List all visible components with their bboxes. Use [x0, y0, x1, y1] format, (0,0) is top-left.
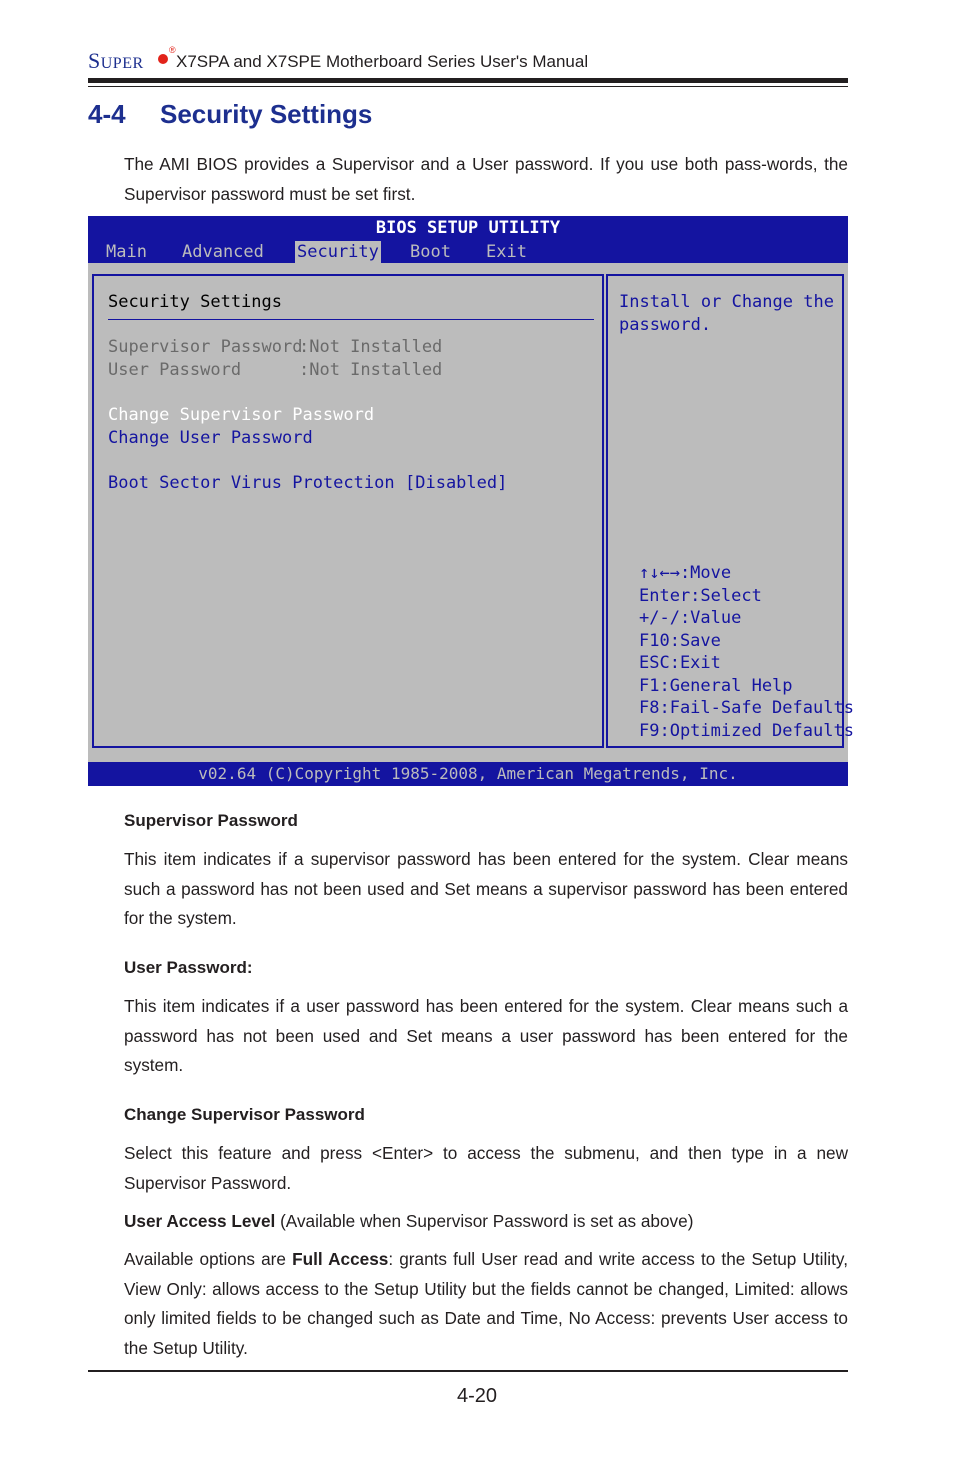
- bios-help-line-2: password.: [619, 315, 712, 335]
- section-title: [88, 99, 372, 130]
- bios-menu-bar: [88, 241, 848, 263]
- page-header: [88, 44, 848, 78]
- user-password-body: This item indicates if a user password has been entered for the system. Clear means such a password has not been used and Set means a user password has been entered for the system.: [124, 996, 848, 1075]
- bios-key-optimized: F9:Optimized Defaults: [639, 721, 854, 741]
- available-options-paragraph: [124, 1245, 848, 1363]
- logo-dot-icon: [158, 54, 168, 64]
- header-rule-thick: [88, 78, 848, 83]
- bios-panel-divider: [108, 319, 594, 320]
- bios-title-bar: BIOS SETUP UTILITY: [88, 216, 848, 241]
- bios-key-exit: ESC:Exit: [639, 653, 721, 673]
- bios-boot-sector-label[interactable]: Boot Sector Virus Protection: [108, 473, 395, 493]
- bios-help-panel: [606, 274, 854, 748]
- options-rest: : grants full User read and write access to the Setup Utility, View Only: allows access to the Setup Utility but the fields cannot be changed, Limited: allows only limited fields to be changed such as Date and Time, No Access: prevents User access to the Setup Utility.: [124, 1249, 848, 1358]
- bios-key-value: +/-/:Value: [639, 608, 742, 628]
- bios-copyright-bar: v02.64 (C)Copyright 1985-2008, American Megatrends, Inc.: [88, 762, 848, 786]
- supervisor-password-heading: Supervisor Password: [124, 811, 298, 830]
- options-prefix: Available options are: [124, 1249, 293, 1269]
- bios-supervisor-password-label: Supervisor Password: [108, 337, 303, 357]
- footer-rule: [88, 1370, 848, 1372]
- bios-key-failsafe: F8:Fail-Safe Defaults: [639, 698, 854, 718]
- bios-panel-heading: Security Settings: [108, 292, 282, 312]
- intro-paragraph: The AMI BIOS provides a Supervisor and a User password. If you use both pass-words, the Supervisor password must be set first.: [124, 154, 848, 204]
- bios-menu-advanced[interactable]: Advanced: [182, 242, 264, 262]
- bios-menu-security[interactable]: Security: [297, 242, 379, 262]
- bios-key-move: ↑↓←→:Move: [639, 563, 732, 583]
- bios-key-save: F10:Save: [639, 631, 721, 651]
- options-full-access: Full Access: [292, 1249, 389, 1269]
- bios-settings-panel: [92, 274, 604, 748]
- bios-user-password-label: User Password: [108, 360, 242, 380]
- bios-change-supervisor-password[interactable]: Change Supervisor Password: [108, 405, 375, 425]
- bios-change-user-password[interactable]: Change User Password: [108, 428, 313, 448]
- supermicro-logo: SUPER: [88, 48, 144, 73]
- bios-menu-boot[interactable]: Boot: [410, 242, 451, 262]
- logo-registered-mark: ®: [169, 45, 176, 55]
- bios-help-line-1: Install or Change the: [619, 292, 834, 312]
- user-password-heading: User Password:: [124, 958, 253, 977]
- bios-user-password-value: :Not Installed: [299, 360, 443, 380]
- bios-supervisor-password-value: :Not Installed: [299, 337, 443, 357]
- change-supervisor-heading: Change Supervisor Password: [124, 1105, 365, 1124]
- user-access-level-note: (Available when Supervisor Password is set as above): [275, 1211, 694, 1231]
- header-rule-thin: [88, 86, 848, 87]
- manual-title: X7SPA and X7SPE Motherboard Series User's Manual: [176, 52, 589, 71]
- section-heading: Security Settings: [160, 99, 373, 129]
- change-supervisor-body: Select this feature and press <Enter> to access the submenu, and then type in a new Supervisor Password.: [124, 1143, 848, 1193]
- user-access-level-line: [124, 1207, 848, 1237]
- bios-menu-exit[interactable]: Exit: [486, 242, 527, 262]
- bios-menu-main[interactable]: Main: [106, 242, 147, 262]
- user-access-level-label: User Access Level: [124, 1211, 276, 1231]
- bios-key-select: Enter:Select: [639, 586, 762, 606]
- page-number: 4-20: [456, 1385, 498, 1407]
- section-number: 4-4: [88, 99, 126, 129]
- bios-boot-sector-value[interactable]: [Disabled]: [405, 473, 508, 493]
- bios-key-help: F1:General Help: [639, 676, 793, 696]
- supervisor-password-body: This item indicates if a supervisor password has been entered for the system. Clear means such a password has not been used and Set means a supervisor password has been entered for the system.: [124, 849, 848, 928]
- bios-screen: [88, 216, 854, 786]
